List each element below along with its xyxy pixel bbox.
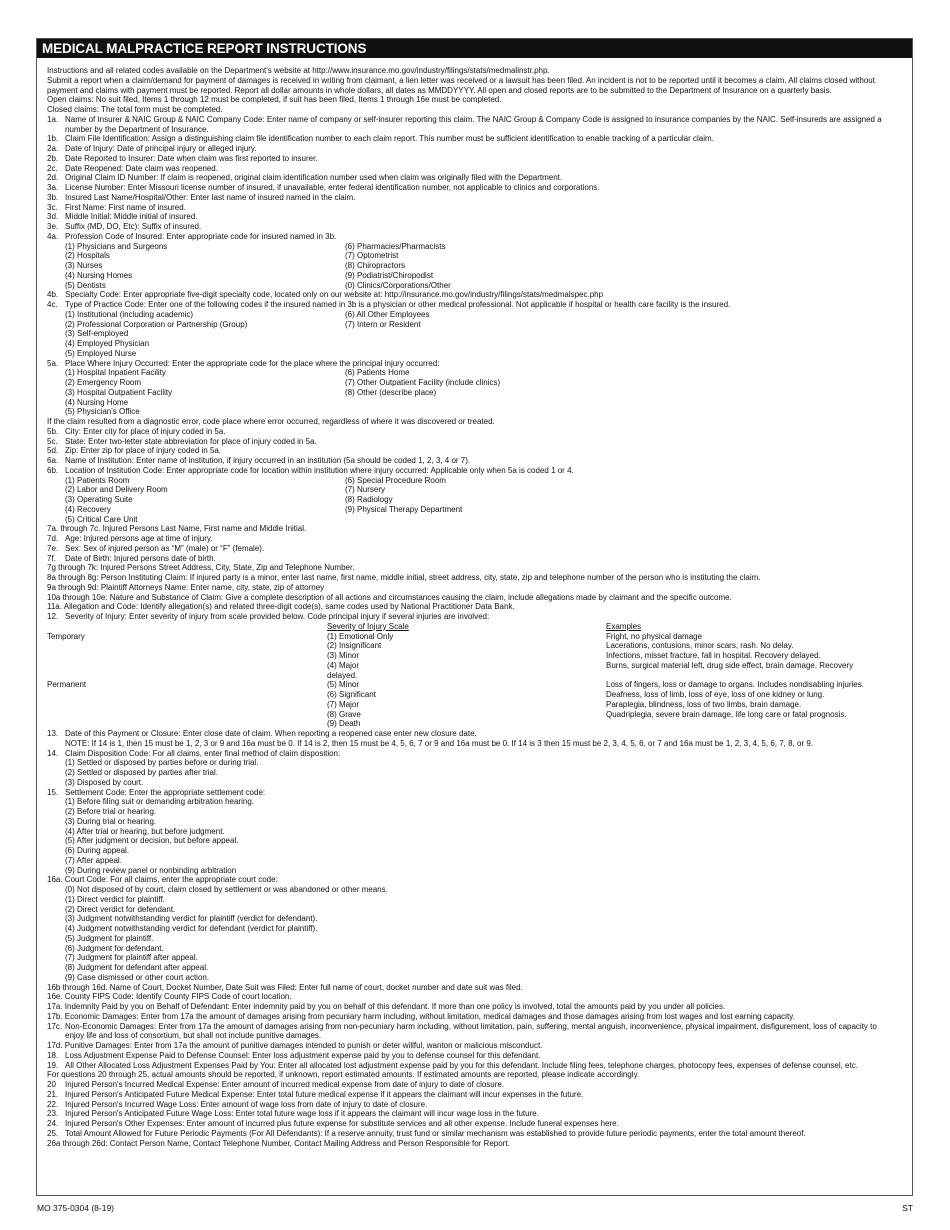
instruction-item	[47, 359, 898, 369]
code-list-row	[47, 310, 898, 320]
code-list-row	[47, 905, 898, 915]
item-number: 7d.	[47, 534, 59, 543]
code-list-row	[47, 378, 898, 388]
instruction-item	[47, 164, 898, 174]
code-option: (4) After trial or hearing, but before judgment.	[65, 826, 225, 836]
code-option: (4) Nursing Home	[65, 397, 129, 407]
instruction-item	[47, 1100, 898, 1110]
code-list-row	[47, 827, 898, 837]
code-list-row	[47, 281, 898, 291]
item-number: 25.	[47, 1128, 59, 1138]
item-number: 2b.	[47, 153, 59, 163]
code-option: (3) During trial or hearing.	[65, 816, 157, 826]
instruction-item: 17a. Indemnity Paid by you on Behalf of Defendant: Enter indemnity paid by you on behalf of this defendant. If more than one policy is involved, total the amounts paid by you under all policies.	[47, 1002, 726, 1011]
instruction-item: 11a. Allegation and Code: Identify allegation(s) and related three-digit code(s), same codes used by National Practitioner Data Bank.	[47, 602, 515, 612]
severity-row	[47, 671, 898, 681]
item-number: 1a.	[47, 114, 59, 124]
item-text: Name of Institution: Enter name of institution, if injury occurred in an institution (5a should be coded 1, 2, 3, 4 or 7).	[65, 456, 471, 465]
instruction-item	[47, 183, 898, 193]
item-text: Location of Institution Code: Enter appropriate code for location within institution where injury occurred: Applicable only when 5a is coded 1 or 4.	[65, 465, 574, 475]
severity-row	[47, 700, 898, 710]
item-number: 14.	[47, 748, 59, 758]
item-number: 2d.	[47, 173, 59, 183]
instruction-item	[47, 1109, 898, 1119]
instruction-item	[47, 232, 898, 242]
instruction-item	[47, 437, 898, 447]
severity-example: Burns, surgical material left, drug side effect, brain damage. Recovery	[606, 660, 854, 670]
item-text: Suffix (MD, DO, Etc): Suffix of insured.	[65, 222, 202, 231]
severity-row	[47, 661, 898, 671]
code-list-row	[47, 973, 898, 983]
code-option: (2) Emergency Room	[65, 378, 142, 387]
item-number: 7f.	[47, 553, 56, 563]
code-list-row	[47, 817, 898, 827]
code-option: (7) Other Outpatient Facility (include clinics)	[345, 378, 501, 387]
severity-scale: (6) Significant	[327, 690, 376, 699]
instruction-item: 17b. Economic Damages: Enter from 17a the amount of damages arising from pecuniary harm including, without limitation, medical damages and those damages arising from lost wages and lost earning capacity.	[47, 1011, 795, 1021]
code-list-row	[47, 963, 898, 973]
item-text: Profession Code of Insured: Enter appropriate code for insured named in 3b.	[65, 231, 337, 241]
code-list-row	[47, 914, 898, 924]
instruction-item: For questions 20 through 25, actual amounts should be reported, if unknown, report estimated amounts. If estimated amounts are reported, please indicate accordingly.	[47, 1070, 640, 1080]
instruction-item: 16e. County FIPS Code: Identify County FIPS Code of court location.	[47, 992, 292, 1002]
code-option: (2) Professional Corporation or Partnership (Group)	[65, 319, 248, 329]
instruction-item: 16b through 16d. Name of Court, Docket Number, Date Suit was Filed: Enter full name of court, docket number and date suit was filed.	[47, 982, 523, 992]
item-text: Total Amount Allowed for Future Periodic Payments (For All Defendants): If a reserve annuity, trust fund or similar mechanism was established to provide future periodic payments, enter the total amount thereof.	[65, 1128, 806, 1138]
item-text: License Number: Enter Missouri license number of insured, if unavailable, enter federal identification number, not applicable to clinics and corporations.	[65, 183, 600, 192]
code-list-row	[47, 856, 898, 866]
instruction-item	[47, 1129, 898, 1139]
instruction-item	[47, 134, 898, 144]
code-option: (2) Direct verdict for defendant.	[65, 904, 176, 914]
item-text: Type of Practice Code: Enter one of the following codes if the insured named in 3b is a physician or other medical professional. Not applicable if hospital or health care facility is the insured.	[65, 300, 731, 309]
code-option: (0) Not disposed of by court, claim closed by settlement or was abandoned or other means.	[65, 885, 388, 894]
item-text: Injured Person's Incurred Medical Expense: Enter amount of incurred medical expense from date of injury to date of closure.	[65, 1080, 505, 1089]
code-option: (1) Patients Room	[65, 475, 130, 485]
instruction-item	[47, 222, 898, 232]
code-option: (2) Before trial or hearing.	[65, 807, 157, 816]
severity-example: Infections, misset fracture, fall in hospital. Recovery delayed.	[606, 651, 821, 660]
code-option: (2) Hospitals	[65, 251, 110, 261]
code-list-row	[47, 895, 898, 905]
item-text: NOTE: If 14 is 1, then 15 must be 1, 2, 3 or 9 and 16a must be 0. If 14 is 2, then 15 must be 4, 5, 6, 7 or 9 and 16a must be 0. If 14 is 3 then 15 must be 2, 3, 4, 5, 6, or 7 and 16a must be 1, 2, 3, 4, 5, 6, 7, 8, or 9.	[65, 738, 814, 748]
instruction-item	[47, 612, 898, 622]
item-number: 2a.	[47, 144, 59, 153]
item-number: 4b.	[47, 290, 59, 300]
instruction-item: If the claim resulted from a diagnostic error, code place where error occurred, regardless of where it was discovered or treated.	[47, 417, 495, 426]
instruction-item	[47, 456, 898, 466]
instruction-item	[47, 115, 898, 135]
severity-row	[47, 632, 898, 642]
severity-scale: (9) Death	[327, 719, 361, 729]
code-option: (1) Physicians and Surgeons	[65, 241, 168, 251]
code-list-row	[47, 271, 898, 281]
code-option: (8) Chiropractors	[345, 261, 406, 270]
item-number: 17c.	[47, 1021, 63, 1031]
code-list-row	[47, 846, 898, 856]
item-number: 21.	[47, 1089, 59, 1099]
instruction-item	[47, 427, 898, 437]
instruction-item	[47, 788, 898, 798]
code-option: (5) Critical Care Unit	[65, 514, 138, 524]
item-text: Claim Disposition Code: For all claims, enter final method of claim disposition:	[65, 748, 341, 758]
severity-row	[47, 622, 898, 632]
instruction-item	[47, 1051, 898, 1061]
severity-scale: (7) Major	[327, 699, 360, 709]
code-list-row	[47, 329, 898, 339]
code-option: (3) Disposed by court.	[65, 777, 144, 787]
code-option: (4) Employed Physician	[65, 339, 150, 348]
code-option: (8) Other (describe place)	[345, 387, 437, 397]
code-option: (8) Radiology	[345, 495, 393, 504]
code-list-row	[47, 836, 898, 846]
page-title: MEDICAL MALPRACTICE REPORT INSTRUCTIONS	[37, 39, 912, 58]
code-list-row	[47, 495, 898, 505]
item-text: Loss Adjustment Expense Paid to Defense Counsel: Enter loss adjustment expense paid by you to defense counsel for this defendant.	[65, 1050, 541, 1060]
code-option: (6) During appeal.	[65, 846, 130, 855]
code-list-row	[47, 349, 898, 359]
instruction-item	[47, 729, 898, 739]
severity-scale: (8) Grave	[327, 709, 361, 719]
code-option: (5) After judgment or decision, but before appeal.	[65, 836, 239, 846]
code-option: (3) Judgment notwithstanding verdict for plaintiff (verdict for defendant).	[65, 914, 318, 924]
instruction-item	[47, 1022, 898, 1042]
instruction-item	[47, 300, 898, 310]
item-text: Date of Injury: Date of principal injury or alleged injury.	[65, 144, 257, 153]
severity-row	[47, 690, 898, 700]
code-option: (6) Pharmacies/Pharmacists	[345, 241, 446, 251]
code-option: (8) Judgment for defendant after appeal.	[65, 963, 209, 972]
code-list-row	[47, 505, 898, 515]
item-number: 15.	[47, 787, 59, 797]
severity-scale: (4) Major	[327, 660, 360, 670]
code-option: (5) Employed Nurse	[65, 348, 137, 358]
code-list-row	[47, 758, 898, 768]
instruction-item	[47, 193, 898, 203]
instruction-item	[47, 290, 898, 300]
item-text: Date of this Payment or Closure: Enter close date of claim. When reporting a reopened case enter new closure date.	[65, 729, 477, 738]
item-number: 5c.	[47, 436, 58, 446]
instruction-item: Closed claims: The total form must be completed.	[47, 105, 223, 114]
code-list-row	[47, 944, 898, 954]
item-number: 12.	[47, 612, 59, 621]
code-option: (1) Direct verdict for plaintiff.	[65, 894, 165, 904]
item-text: Place Where Injury Occurred: Enter the appropriate code for the place where the principal injury occurred:	[65, 358, 440, 368]
instruction-item	[47, 173, 898, 183]
form-number: MO 375-0304 (8-19)	[37, 1203, 115, 1213]
instruction-item	[47, 1090, 898, 1100]
instruction-item: 7g through 7k: Injured Persons Street Address, City, State, Zip and Telephone Number.	[47, 563, 355, 573]
severity-scale: Severity of Injury Scale	[327, 621, 409, 631]
item-text: Insured Last Name/Hospital/Other: Enter last name of insured named in the claim.	[65, 192, 356, 202]
code-list-row	[47, 768, 898, 778]
code-option: (7) Intern or Resident	[345, 319, 421, 329]
code-list-row	[47, 866, 898, 876]
instruction-item: 9a through 9d: Plaintiff Attorneys Name: Enter name, city, state, zip of attorney	[47, 582, 325, 592]
code-option: (1) Before filing suit or demanding arbitration hearing.	[65, 797, 254, 807]
severity-row	[47, 710, 898, 720]
code-list-row	[47, 339, 898, 349]
code-list-row	[47, 807, 898, 817]
instruction-item	[47, 1061, 898, 1071]
item-text: Zip: Enter zip for place of injury coded in 5a.	[65, 446, 222, 456]
code-list-row	[47, 476, 898, 486]
item-text: State: Enter two-letter state abbreviation for place of injury coded in 5a.	[65, 436, 317, 446]
code-option: (3) Operating Suite	[65, 495, 133, 504]
instruction-item: 7a. through 7c. Injured Persons Last Name, First name and Middle Initial.	[47, 524, 307, 534]
item-number: 24.	[47, 1119, 59, 1128]
item-text: Sex: Sex of injured person as “M” (male) or “F” (female).	[65, 543, 265, 553]
code-option: (2) Settled or disposed by parties after trial.	[65, 768, 218, 777]
instruction-item	[47, 1080, 898, 1090]
item-text: Age: Injured persons age at time of injury.	[65, 534, 213, 543]
instruction-item	[47, 739, 898, 749]
instruction-item: 16a. Court Code: For all claims, enter the appropriate court code:	[47, 875, 278, 885]
item-number: 5a.	[47, 358, 59, 368]
severity-scale: (2) Insignificant	[327, 641, 382, 651]
item-text: Original Claim ID Number: If claim is reopened, original claim identification number used when claim was originally filed with the Department.	[65, 173, 563, 183]
item-number: 6b.	[47, 465, 59, 475]
instruction-item	[47, 534, 898, 544]
item-text: Name of Insurer & NAIC Group & NAIC Company Code: Enter name of company or self-insurer reporting this claim. The NAIC Group & Company Code is assigned to insurance companies by the NAIC. Self-insureds are assigned a number by the Department of Insurance.	[65, 114, 882, 134]
item-text: Injured Person's Anticipated Future Medical Expense: Enter total future medical expense if it appears the claimant will incur expenses in the future.	[65, 1089, 584, 1099]
severity-example: Deafness, loss of limb, loss of eye, loss of one kidney or lung.	[606, 690, 825, 699]
severity-scale: (3) Minor	[327, 651, 360, 660]
code-option: (5) Judgment for plaintiff.	[65, 933, 154, 943]
item-number: 2c.	[47, 163, 58, 173]
item-text: Date Reported to Insurer: Date when claim was first reported to insurer.	[65, 153, 318, 163]
instruction-item: Open claims: No suit filed, Items 1 through 12 must be completed, if suit has been filed, Items 1 through 16e must be completed.	[47, 95, 502, 105]
severity-category: Temporary	[47, 631, 85, 641]
code-list-row	[47, 368, 898, 378]
code-option: (3) Hospital Outpatient Facility	[65, 387, 173, 397]
item-number: 23.	[47, 1109, 59, 1119]
severity-example: Paraplegia, blindness, loss of two limbs, brain damage.	[606, 699, 802, 709]
item-text: Injured Person's Anticipated Future Wage Loss: Enter total future wage loss if it appears the claimant will incur wage loss in the future.	[65, 1109, 539, 1119]
severity-row	[47, 719, 898, 729]
code-option: (4) Judgment notwithstanding verdict for defendant (verdict for plaintiff).	[65, 924, 318, 933]
item-number: 19.	[47, 1060, 59, 1070]
instruction-item: Instructions and all related codes available on the Department's website at http://www.insurance.mo.gov/industry/filings/stats/medmalinstr.php.	[47, 66, 550, 75]
code-list-row	[47, 515, 898, 525]
severity-example: Fright, no physical damage	[606, 631, 703, 641]
code-option: (1) Settled or disposed by parties before or during trial.	[65, 758, 259, 768]
code-option: (4) Nursing Homes	[65, 270, 133, 280]
code-option: (1) Institutional (including academic)	[65, 309, 194, 319]
item-text: Injured Person's Other Expenses: Enter amount of incurred plus future expense for substitute services and all other expense. Include funeral expenses here.	[65, 1119, 619, 1128]
code-option: (9) Podiatrist/Chiropodist	[345, 270, 434, 280]
code-option: (7) Judgment for plaintiff after appeal.	[65, 953, 198, 963]
instruction-item: 17d. Punitive Damages: Enter from 17a the amount of punitive damages intended to punish or deter willful, wanton or malicious misconduct.	[47, 1041, 543, 1050]
item-number: 4a.	[47, 231, 59, 241]
item-number: 22.	[47, 1099, 59, 1109]
item-number: 5d.	[47, 446, 59, 456]
instructions-body	[47, 66, 898, 1148]
item-text: Middle Initial: Middle initial of insured.	[65, 212, 198, 222]
code-list-row	[47, 242, 898, 252]
code-option: (3) Nurses	[65, 261, 103, 270]
code-option: (6) All Other Employees	[345, 309, 430, 319]
severity-scale: delayed.	[327, 670, 358, 680]
item-number: 7e.	[47, 543, 59, 553]
item-text: Date of Birth: Injured persons date of birth.	[65, 553, 216, 563]
code-option: (6) Judgment for defendant.	[65, 943, 164, 953]
item-number: 3b.	[47, 192, 59, 202]
item-text: City: Enter city for place of injury coded in 5a.	[65, 426, 226, 436]
code-list-row	[47, 934, 898, 944]
item-text: Settlement Code: Enter the appropriate settlement code:	[65, 787, 266, 797]
code-list-row	[47, 953, 898, 963]
severity-row	[47, 651, 898, 661]
code-option: (4) Recovery	[65, 504, 111, 514]
instruction-item	[47, 544, 898, 554]
code-list-row	[47, 885, 898, 895]
code-option: (9) Case dismissed or other court action.	[65, 972, 210, 982]
item-number: 3e.	[47, 222, 59, 231]
code-option: (2) Labor and Delivery Room	[65, 485, 168, 495]
item-number: 3c.	[47, 202, 58, 212]
instruction-item: 10a through 10e: Nature and Substance of Claim: Give a complete description of all actions and circumstances causing the claim, include allegations made by claimant and the specific outcome.	[47, 592, 732, 602]
instruction-item: 8a through 8g: Person Instituting Claim: If injured party is a minor, enter last name, first name, middle initial, street address, city, state, zip and telephone number of the person who is instituting the claim.	[47, 573, 761, 582]
instruction-item	[47, 144, 898, 154]
code-option: (0) Clinics/Corporations/Other	[345, 280, 451, 290]
instruction-item	[47, 466, 898, 476]
item-number: 13.	[47, 729, 59, 738]
severity-example: Examples	[606, 621, 642, 631]
severity-category: Permanent	[47, 680, 87, 690]
code-option: (7) After appeal.	[65, 855, 122, 865]
severity-row	[47, 641, 898, 651]
code-list-row	[47, 261, 898, 271]
code-list-row	[47, 320, 898, 330]
severity-example: Loss of fingers, loss or damage to organs. Includes nondisabling injuries.	[606, 680, 864, 690]
form-code: ST	[902, 1203, 913, 1213]
code-option: (3) Self-employed	[65, 329, 129, 339]
item-text: Specialty Code: Enter appropriate five-digit specialty code, located only on our website at: http://insurance.mo.gov/industry/filings/stats/medmalspec.php	[65, 290, 604, 300]
code-option: (6) Patients Home	[345, 368, 410, 378]
severity-row	[47, 680, 898, 690]
instruction-item	[47, 212, 898, 222]
code-option: (6) Special Procedure Room	[345, 475, 446, 485]
item-number: 6a.	[47, 456, 59, 465]
item-text: Severity of Injury: Enter severity of injury from scale provided below. Code principal injury if several injuries are involved:	[65, 612, 490, 621]
item-text: Claim File Identification: Assign a distinguishing claim file identification number to each claim report. This number must be sufficient identification to enable tracking of a particular claim.	[65, 134, 714, 144]
item-number: 20	[47, 1080, 56, 1089]
item-number: 18.	[47, 1050, 59, 1060]
severity-example: Quadriplegia, severe brain damage, life long care or fatal prognosis.	[606, 709, 847, 719]
severity-scale: (5) Minor	[327, 680, 360, 690]
item-number: 5b.	[47, 426, 59, 436]
code-option: (9) Physical Therapy Department	[345, 504, 463, 514]
code-option: (5) Dentists	[65, 280, 106, 290]
code-list-row	[47, 251, 898, 261]
code-option: (5) Physician's Office	[65, 407, 140, 417]
code-option: (1) Hospital Inpatient Facility	[65, 368, 166, 378]
code-list-row	[47, 407, 898, 417]
instructions-frame	[36, 38, 913, 1196]
code-list-row	[47, 398, 898, 408]
severity-scale: (1) Emotional Only	[327, 631, 394, 641]
instruction-item: Submit a report when a claim/demand for payment of damages is received in writing from claimant, a lien letter was received or a lawsuit has been filed. An incident is not to be reported until it becomes a claim. All claims closed without payment and claims with payment must be reported. Report all dollar amounts in whole dollars, all dates as MMDDYYYY. All open and closed reports are to be submitted to the Department of Insurance on a quarterly basis.	[47, 75, 875, 95]
item-number: 4c.	[47, 300, 58, 309]
item-number: 3d.	[47, 212, 59, 222]
instruction-item	[47, 749, 898, 759]
item-text: Non-Economic Damages: Enter from 17a the amount of damages arising from non-pecuniary harm including, without limitation, pain, suffering, mental anguish, inconvenience, physical impairment, disfigurement, loss of capacity to enjoy life and loss of consortium, but shall not include punitive damages.	[65, 1021, 877, 1041]
instruction-item	[47, 1119, 898, 1129]
instruction-item: 26a through 26d: Contact Person Name, Contact Telephone Number, Contact Mailing Address and Person Responsible for Report.	[47, 1138, 510, 1148]
code-list-row	[47, 485, 898, 495]
code-list-row	[47, 924, 898, 934]
item-text: First Name: First name of insured.	[65, 202, 186, 212]
instruction-item	[47, 203, 898, 213]
item-text: All Other Allocated Loss Adjustment Expenses Paid by You: Enter all allocated lost adjustment expense paid by you for this defendant. Include filing fees, telephone charges, photocopy fees, expenses of defense counsel, etc.	[65, 1060, 858, 1070]
item-number: 3a.	[47, 183, 59, 192]
code-list-row	[47, 778, 898, 788]
item-number: 1b.	[47, 134, 59, 144]
code-list-row	[47, 388, 898, 398]
item-text: Date Reopened: Date claim was reopened.	[65, 163, 218, 173]
code-list-row	[47, 797, 898, 807]
item-text: Injured Person's Incurred Wage Loss: Enter amount of wage loss from date of injury to date of closure.	[65, 1099, 428, 1109]
code-option: (9) During review panel or nonbinding arbitration	[65, 865, 237, 875]
instruction-item	[47, 554, 898, 564]
code-option: (7) Optometrist	[345, 251, 399, 261]
severity-example: Lacerations, contusions, minor scars, rash. No delay.	[606, 641, 794, 651]
instruction-item	[47, 446, 898, 456]
code-option: (7) Nursery	[345, 485, 386, 495]
instruction-item	[47, 154, 898, 164]
